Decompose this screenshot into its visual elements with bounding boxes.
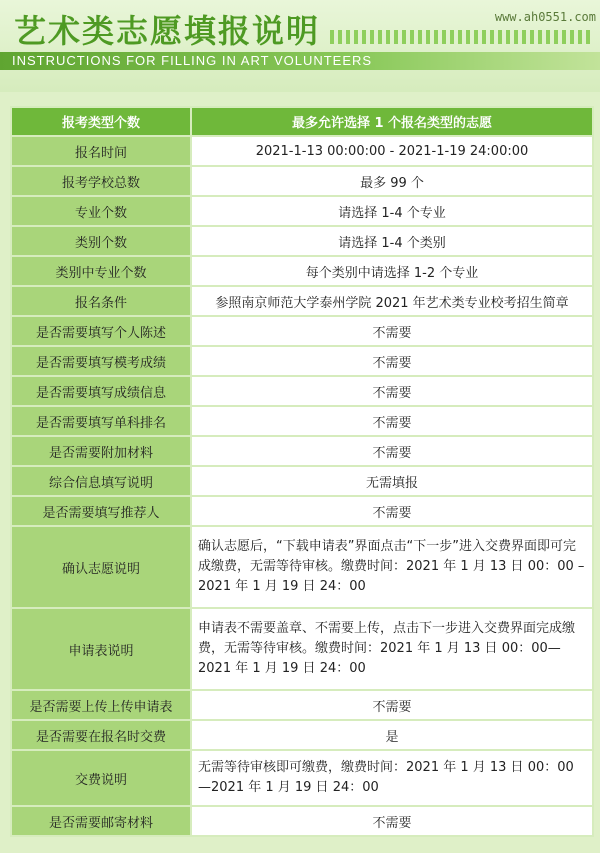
row-value: 不需要 (191, 496, 593, 526)
row-key: 类别中专业个数 (11, 256, 191, 286)
row-value: 不需要 (191, 346, 593, 376)
table-row (11, 166, 593, 196)
row-key: 是否需要上传上传申请表 (11, 690, 191, 720)
table-row (11, 466, 593, 496)
row-key: 是否需要邮寄材料 (11, 806, 191, 836)
row-value: 每个类别中请选择 1-2 个专业 (191, 256, 593, 286)
row-value: 申请表不需要盖章、不需要上传，点击下一步进入交费界面完成缴费，无需等待审核。缴费时间：2021 年 1 月 13 日 00：00—2021 年 1 月 19 日 24：00 (191, 608, 593, 690)
header-key-cell: 报考类型个数 (11, 107, 191, 136)
table-row (11, 750, 593, 806)
row-key: 确认志愿说明 (11, 526, 191, 608)
row-key: 报名条件 (11, 286, 191, 316)
row-key: 申请表说明 (11, 608, 191, 690)
header-value-cell: 最多允许选择 1 个报名类型的志愿 (191, 107, 593, 136)
row-value: 最多 99 个 (191, 166, 593, 196)
row-value: 不需要 (191, 690, 593, 720)
table-row (11, 256, 593, 286)
page-title: 艺术类志愿填报说明 (14, 12, 321, 50)
instructions-table (10, 106, 594, 837)
table-row (11, 526, 593, 608)
table-row (11, 406, 593, 436)
table-row (11, 226, 593, 256)
row-key: 报名时间 (11, 136, 191, 166)
table-row (11, 316, 593, 346)
table-row (11, 436, 593, 466)
table-row (11, 690, 593, 720)
watermark: www.ah0551.com (494, 10, 596, 24)
row-value: 请选择 1-4 个专业 (191, 196, 593, 226)
row-key: 是否需要填写单科排名 (11, 406, 191, 436)
page-subtitle: INSTRUCTIONS FOR FILLING IN ART VOLUNTEERS (12, 53, 373, 68)
row-value: 确认志愿后，“下载申请表”界面点击“下一步”进入交费界面即可完成缴费，无需等待审核。缴费时间：2021 年 1 月 13 日 00：00 – 2021 年 1 月 19 日 24：00 (191, 526, 593, 608)
row-value: 无需等待审核即可缴费，缴费时间：2021 年 1 月 13 日 00：00—2021 年 1 月 19 日 24：00 (191, 750, 593, 806)
row-key: 是否需要填写推荐人 (11, 496, 191, 526)
table-header-row (11, 107, 593, 136)
row-value: 请选择 1-4 个类别 (191, 226, 593, 256)
row-value: 不需要 (191, 436, 593, 466)
row-key: 是否需要填写模考成绩 (11, 346, 191, 376)
row-key: 交费说明 (11, 750, 191, 806)
decorative-stripes (330, 30, 590, 44)
table-row (11, 346, 593, 376)
row-value: 不需要 (191, 406, 593, 436)
row-value: 不需要 (191, 806, 593, 836)
row-key: 综合信息填写说明 (11, 466, 191, 496)
row-key: 类别个数 (11, 226, 191, 256)
table-row (11, 806, 593, 836)
row-key: 专业个数 (11, 196, 191, 226)
row-key: 是否需要填写个人陈述 (11, 316, 191, 346)
row-value: 无需填报 (191, 466, 593, 496)
row-value: 参照南京师范大学泰州学院 2021 年艺术类专业校考招生简章 (191, 286, 593, 316)
table-row (11, 496, 593, 526)
row-key: 是否需要附加材料 (11, 436, 191, 466)
table-row (11, 376, 593, 406)
row-key: 是否需要填写成绩信息 (11, 376, 191, 406)
table-row (11, 286, 593, 316)
row-value: 不需要 (191, 376, 593, 406)
row-value: 不需要 (191, 316, 593, 346)
table-row (11, 720, 593, 750)
table-row (11, 136, 593, 166)
row-key: 是否需要在报名时交费 (11, 720, 191, 750)
table-row (11, 608, 593, 690)
row-value: 2021-1-13 00:00:00 - 2021-1-19 24:00:00 (191, 136, 593, 166)
row-key: 报考学校总数 (11, 166, 191, 196)
table-row (11, 196, 593, 226)
row-value: 是 (191, 720, 593, 750)
